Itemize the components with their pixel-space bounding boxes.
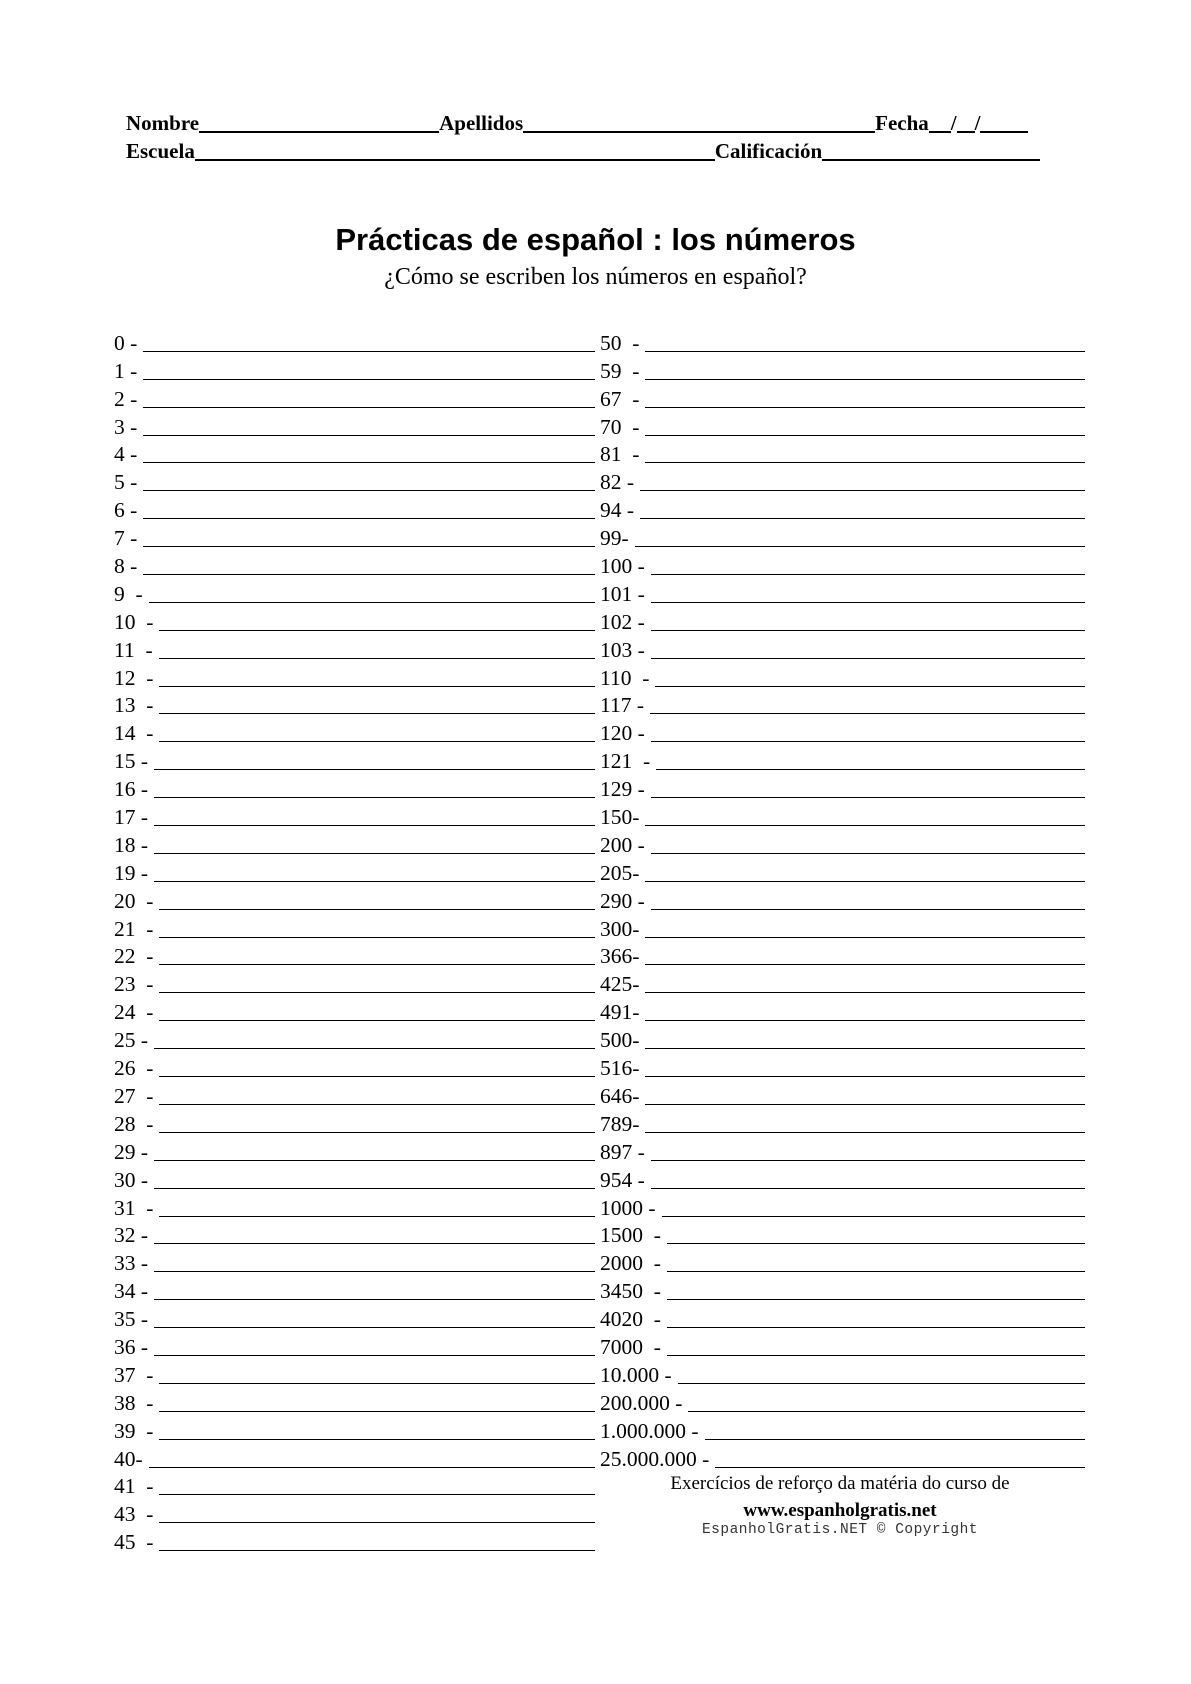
- number-label: 81 -: [600, 442, 640, 467]
- answer-line[interactable]: [159, 1383, 595, 1384]
- number-label: 20 -: [114, 888, 154, 913]
- right-number-row: [600, 356, 1085, 384]
- answer-line[interactable]: [159, 741, 595, 742]
- right-number-row: [600, 1165, 1085, 1193]
- right-number-row: [600, 942, 1085, 970]
- answer-line[interactable]: [159, 1550, 595, 1551]
- number-label: 789-: [600, 1111, 640, 1136]
- right-number-row: [600, 1416, 1085, 1444]
- left-number-row: [114, 969, 595, 997]
- answer-line[interactable]: [154, 1160, 595, 1161]
- right-number-row: [600, 1304, 1085, 1332]
- right-number-row: [600, 1081, 1085, 1109]
- answer-line[interactable]: [154, 769, 595, 770]
- answer-line[interactable]: [705, 1439, 1085, 1440]
- number-label: 121 -: [600, 749, 651, 774]
- number-label: 28 -: [114, 1111, 154, 1136]
- number-label: 15 -: [114, 749, 149, 774]
- right-number-row: [600, 830, 1085, 858]
- left-number-row: [114, 942, 595, 970]
- left-number-row: [114, 830, 595, 858]
- left-number-row: [114, 1360, 595, 1388]
- answer-line[interactable]: [645, 1104, 1085, 1105]
- right-number-row: [600, 997, 1085, 1025]
- number-label: 646-: [600, 1083, 640, 1108]
- left-number-row: [114, 1081, 595, 1109]
- number-label: 12 -: [114, 665, 154, 690]
- number-label: 18 -: [114, 832, 149, 857]
- number-label: 45 -: [114, 1530, 154, 1555]
- answer-line[interactable]: [651, 602, 1085, 603]
- answer-line[interactable]: [645, 992, 1085, 993]
- answer-line[interactable]: [143, 351, 595, 352]
- answer-line[interactable]: [149, 1467, 595, 1468]
- answer-line[interactable]: [645, 379, 1085, 380]
- answer-line[interactable]: [159, 630, 595, 631]
- left-number-row: [114, 858, 595, 886]
- school-label: Escuela: [126, 139, 195, 163]
- page-subtitle: ¿Cómo se escriben los números en español?: [384, 264, 807, 290]
- number-label: 25.000.000 -: [600, 1446, 710, 1471]
- answer-line[interactable]: [645, 1076, 1085, 1077]
- number-label: 290 -: [600, 888, 645, 913]
- number-label: 23 -: [114, 972, 154, 997]
- answer-line[interactable]: [667, 1299, 1085, 1300]
- right-number-row: [600, 718, 1085, 746]
- answer-line[interactable]: [640, 490, 1085, 491]
- number-label: 2 -: [114, 386, 138, 411]
- answer-line[interactable]: [159, 1411, 595, 1412]
- answer-line[interactable]: [159, 937, 595, 938]
- left-number-row: [114, 691, 595, 719]
- answer-line[interactable]: [159, 1020, 595, 1021]
- number-label: 897 -: [600, 1139, 645, 1164]
- right-number-row: [600, 691, 1085, 719]
- number-label: 13 -: [114, 693, 154, 718]
- answer-line[interactable]: [667, 1327, 1085, 1328]
- right-number-row: [600, 914, 1085, 942]
- grade-label: Calificación: [714, 139, 823, 163]
- number-label: 35 -: [114, 1307, 149, 1332]
- name-field[interactable]: [199, 111, 439, 133]
- number-label: 3 -: [114, 414, 138, 439]
- number-label: 6 -: [114, 498, 138, 523]
- answer-line[interactable]: [645, 351, 1085, 352]
- left-number-row: [114, 1053, 595, 1081]
- number-label: 99-: [600, 526, 629, 551]
- answer-line[interactable]: [154, 1327, 595, 1328]
- right-number-row: [600, 551, 1085, 579]
- answer-line[interactable]: [154, 1188, 595, 1189]
- right-number-row: [600, 1025, 1085, 1053]
- answer-line[interactable]: [159, 686, 595, 687]
- number-label: 425-: [600, 972, 640, 997]
- answer-line[interactable]: [651, 853, 1085, 854]
- right-number-row: [600, 1053, 1085, 1081]
- number-label: 2000 -: [600, 1251, 661, 1276]
- number-label: 300-: [600, 916, 640, 941]
- number-label: 22 -: [114, 944, 154, 969]
- answer-line[interactable]: [154, 853, 595, 854]
- answer-line[interactable]: [667, 1271, 1085, 1272]
- left-number-row: [114, 1499, 595, 1527]
- answer-line[interactable]: [143, 574, 595, 575]
- left-number-row: [114, 523, 595, 551]
- number-label: 101 -: [600, 581, 645, 606]
- number-label: 67 -: [600, 386, 640, 411]
- answer-line[interactable]: [159, 992, 595, 993]
- right-number-row: [600, 495, 1085, 523]
- date-month-field[interactable]: [957, 111, 975, 133]
- left-number-row: [114, 1276, 595, 1304]
- left-number-row: [114, 467, 595, 495]
- right-number-row: [600, 1221, 1085, 1249]
- left-number-row: [114, 1248, 595, 1276]
- answer-line[interactable]: [645, 1132, 1085, 1133]
- answer-line[interactable]: [159, 658, 595, 659]
- answer-line[interactable]: [143, 407, 595, 408]
- number-label: 117 -: [600, 693, 644, 718]
- right-number-row: [600, 523, 1085, 551]
- left-number-row: [114, 412, 595, 440]
- number-label: 29 -: [114, 1139, 149, 1164]
- left-number-row: [114, 1165, 595, 1193]
- number-label: 37 -: [114, 1362, 154, 1387]
- left-number-row: [114, 1025, 595, 1053]
- date-separator: /: [974, 111, 981, 135]
- right-number-row: [600, 579, 1085, 607]
- answer-line[interactable]: [667, 1355, 1085, 1356]
- answer-line[interactable]: [667, 1243, 1085, 1244]
- number-label: 500-: [600, 1028, 640, 1053]
- number-label: 30 -: [114, 1167, 149, 1192]
- right-number-row: [600, 858, 1085, 886]
- number-label: 1.000.000 -: [600, 1418, 699, 1443]
- answer-line[interactable]: [640, 518, 1085, 519]
- answer-line[interactable]: [645, 462, 1085, 463]
- answer-line[interactable]: [159, 1216, 595, 1217]
- answer-line[interactable]: [159, 1522, 595, 1523]
- number-label: 200.000 -: [600, 1390, 683, 1415]
- name-label: Nombre: [126, 111, 200, 135]
- answer-line[interactable]: [645, 1020, 1085, 1021]
- number-label: 10 -: [114, 609, 154, 634]
- number-label: 150-: [600, 805, 640, 830]
- left-number-list: [114, 328, 595, 1555]
- number-label: 50 -: [600, 330, 640, 355]
- answer-line[interactable]: [645, 825, 1085, 826]
- answer-line[interactable]: [143, 435, 595, 436]
- left-number-row: [114, 774, 595, 802]
- answer-line[interactable]: [154, 1355, 595, 1356]
- number-label: 82 -: [600, 470, 635, 495]
- answer-line[interactable]: [645, 407, 1085, 408]
- header-row-1: [126, 108, 1076, 136]
- answer-line[interactable]: [159, 1494, 595, 1495]
- right-number-row: [600, 1137, 1085, 1165]
- number-label: 94 -: [600, 498, 635, 523]
- right-number-row: [600, 328, 1085, 356]
- number-label: 32 -: [114, 1223, 149, 1248]
- left-number-row: [114, 1109, 595, 1137]
- right-number-row: [600, 1360, 1085, 1388]
- left-number-row: [114, 1332, 595, 1360]
- number-label: 4020 -: [600, 1307, 661, 1332]
- right-number-list: [600, 328, 1085, 1472]
- number-label: 8 -: [114, 554, 138, 579]
- number-label: 954 -: [600, 1167, 645, 1192]
- number-label: 14 -: [114, 721, 154, 746]
- left-number-row: [114, 1221, 595, 1249]
- answer-line[interactable]: [715, 1467, 1085, 1468]
- number-label: 120 -: [600, 721, 645, 746]
- number-label: 366-: [600, 944, 640, 969]
- answer-line[interactable]: [645, 1048, 1085, 1049]
- right-number-row: [600, 774, 1085, 802]
- left-number-row: [114, 1444, 595, 1472]
- answer-line[interactable]: [650, 713, 1085, 714]
- answer-line[interactable]: [154, 1048, 595, 1049]
- right-number-row: [600, 1276, 1085, 1304]
- number-label: 129 -: [600, 777, 645, 802]
- answer-line[interactable]: [688, 1411, 1085, 1412]
- number-label: 1500 -: [600, 1223, 661, 1248]
- answer-line[interactable]: [143, 546, 595, 547]
- answer-line[interactable]: [651, 741, 1085, 742]
- left-number-row: [114, 718, 595, 746]
- answer-line[interactable]: [143, 379, 595, 380]
- number-label: 9 -: [114, 581, 143, 606]
- answer-line[interactable]: [678, 1383, 1085, 1384]
- header-row-2: [126, 136, 1076, 164]
- right-number-row: [600, 1388, 1085, 1416]
- left-number-row: [114, 356, 595, 384]
- number-label: 102 -: [600, 609, 645, 634]
- number-label: 0 -: [114, 330, 138, 355]
- number-label: 43 -: [114, 1502, 154, 1527]
- right-number-row: [600, 467, 1085, 495]
- right-number-row: [600, 969, 1085, 997]
- left-number-row: [114, 384, 595, 412]
- number-label: 21 -: [114, 916, 154, 941]
- footer-note: Exercícios de reforço da matéria do curso de: [670, 1473, 1010, 1494]
- right-number-row: [600, 1444, 1085, 1472]
- answer-line[interactable]: [645, 435, 1085, 436]
- answer-line[interactable]: [154, 797, 595, 798]
- number-label: 103 -: [600, 637, 645, 662]
- left-number-row: [114, 551, 595, 579]
- right-number-row: [600, 1248, 1085, 1276]
- footer: [600, 1473, 1080, 1538]
- page-title: Prácticas de español : los números: [335, 222, 856, 257]
- number-label: 110 -: [600, 665, 650, 690]
- number-label: 200 -: [600, 832, 645, 857]
- number-label: 39 -: [114, 1418, 154, 1443]
- answer-line[interactable]: [159, 1132, 595, 1133]
- right-number-row: [600, 802, 1085, 830]
- left-number-row: [114, 1416, 595, 1444]
- date-separator: /: [950, 111, 957, 135]
- right-number-row: [600, 746, 1085, 774]
- answer-line[interactable]: [635, 546, 1085, 547]
- left-number-row: [114, 1527, 595, 1555]
- answer-line[interactable]: [651, 658, 1085, 659]
- answer-line[interactable]: [645, 881, 1085, 882]
- answer-line[interactable]: [143, 462, 595, 463]
- answer-line[interactable]: [143, 518, 595, 519]
- answer-line[interactable]: [149, 602, 595, 603]
- date-year-field[interactable]: [980, 111, 1028, 133]
- answer-line[interactable]: [645, 937, 1085, 938]
- left-number-row: [114, 1388, 595, 1416]
- number-label: 41 -: [114, 1474, 154, 1499]
- right-number-row: [600, 384, 1085, 412]
- left-number-row: [114, 440, 595, 468]
- number-label: 516-: [600, 1056, 640, 1081]
- surname-label: Apellidos: [439, 111, 524, 135]
- number-label: 11 -: [114, 637, 153, 662]
- left-number-row: [114, 1193, 595, 1221]
- number-label: 100 -: [600, 554, 645, 579]
- right-number-row: [600, 440, 1085, 468]
- number-label: 10.000 -: [600, 1362, 672, 1387]
- answer-line[interactable]: [154, 1299, 595, 1300]
- number-label: 205-: [600, 860, 640, 885]
- number-label: 17 -: [114, 805, 149, 830]
- number-label: 70 -: [600, 414, 640, 439]
- answer-line[interactable]: [159, 1439, 595, 1440]
- number-label: 31 -: [114, 1195, 154, 1220]
- date-day-field[interactable]: [929, 111, 951, 133]
- number-label: 5 -: [114, 470, 138, 495]
- left-number-row: [114, 886, 595, 914]
- left-number-row: [114, 1137, 595, 1165]
- left-number-row: [114, 1472, 595, 1500]
- footer-website: www.espanholgratis.net: [743, 1500, 937, 1521]
- left-number-row: [114, 914, 595, 942]
- number-label: 1 -: [114, 358, 138, 383]
- number-label: 59 -: [600, 358, 640, 383]
- left-number-row: [114, 663, 595, 691]
- right-number-row: [600, 635, 1085, 663]
- left-number-row: [114, 802, 595, 830]
- left-number-row: [114, 746, 595, 774]
- answer-line[interactable]: [159, 713, 595, 714]
- number-label: 7000 -: [600, 1334, 661, 1359]
- number-label: 16 -: [114, 777, 149, 802]
- left-number-row: [114, 328, 595, 356]
- answer-line[interactable]: [655, 686, 1085, 687]
- right-number-row: [600, 1109, 1085, 1137]
- right-number-row: [600, 1332, 1085, 1360]
- answer-line[interactable]: [645, 964, 1085, 965]
- number-label: 24 -: [114, 1000, 154, 1025]
- right-number-row: [600, 886, 1085, 914]
- answer-line[interactable]: [159, 964, 595, 965]
- answer-line[interactable]: [159, 1076, 595, 1077]
- answer-line[interactable]: [154, 1271, 595, 1272]
- number-label: 33 -: [114, 1251, 149, 1276]
- answer-line[interactable]: [143, 490, 595, 491]
- answer-line[interactable]: [651, 1160, 1085, 1161]
- student-info-header: [126, 108, 1076, 164]
- number-label: 34 -: [114, 1279, 149, 1304]
- number-label: 36 -: [114, 1334, 149, 1359]
- left-number-row: [114, 495, 595, 523]
- answer-line[interactable]: [656, 769, 1085, 770]
- number-label: 1000 -: [600, 1195, 656, 1220]
- answer-line[interactable]: [651, 1188, 1085, 1189]
- number-label: 27 -: [114, 1083, 154, 1108]
- number-label: 4 -: [114, 442, 138, 467]
- number-label: 491-: [600, 1000, 640, 1025]
- number-label: 40-: [114, 1446, 143, 1471]
- date-label: Fecha: [875, 111, 929, 135]
- number-label: 26 -: [114, 1056, 154, 1081]
- number-label: 19 -: [114, 860, 149, 885]
- answer-line[interactable]: [651, 574, 1085, 575]
- number-label: 38 -: [114, 1390, 154, 1415]
- right-number-row: [600, 1193, 1085, 1221]
- answer-line[interactable]: [651, 909, 1085, 910]
- number-label: 25 -: [114, 1028, 149, 1053]
- answer-line[interactable]: [154, 825, 595, 826]
- answer-line[interactable]: [159, 1104, 595, 1105]
- left-number-row: [114, 997, 595, 1025]
- answer-line[interactable]: [154, 881, 595, 882]
- surname-field[interactable]: [523, 111, 875, 133]
- answer-line[interactable]: [662, 1216, 1085, 1217]
- answer-line[interactable]: [651, 630, 1085, 631]
- left-number-row: [114, 1304, 595, 1332]
- left-number-row: [114, 607, 595, 635]
- right-number-row: [600, 663, 1085, 691]
- left-number-row: [114, 635, 595, 663]
- answer-line[interactable]: [159, 909, 595, 910]
- grade-field[interactable]: [822, 139, 1040, 161]
- number-label: 7 -: [114, 526, 138, 551]
- left-number-row: [114, 579, 595, 607]
- right-number-row: [600, 412, 1085, 440]
- number-label: 3450 -: [600, 1279, 661, 1304]
- right-number-row: [600, 607, 1085, 635]
- footer-copyright: EspanholGratis.NET © Copyright: [701, 1522, 979, 1538]
- school-field[interactable]: [195, 139, 715, 161]
- answer-line[interactable]: [651, 797, 1085, 798]
- answer-line[interactable]: [154, 1243, 595, 1244]
